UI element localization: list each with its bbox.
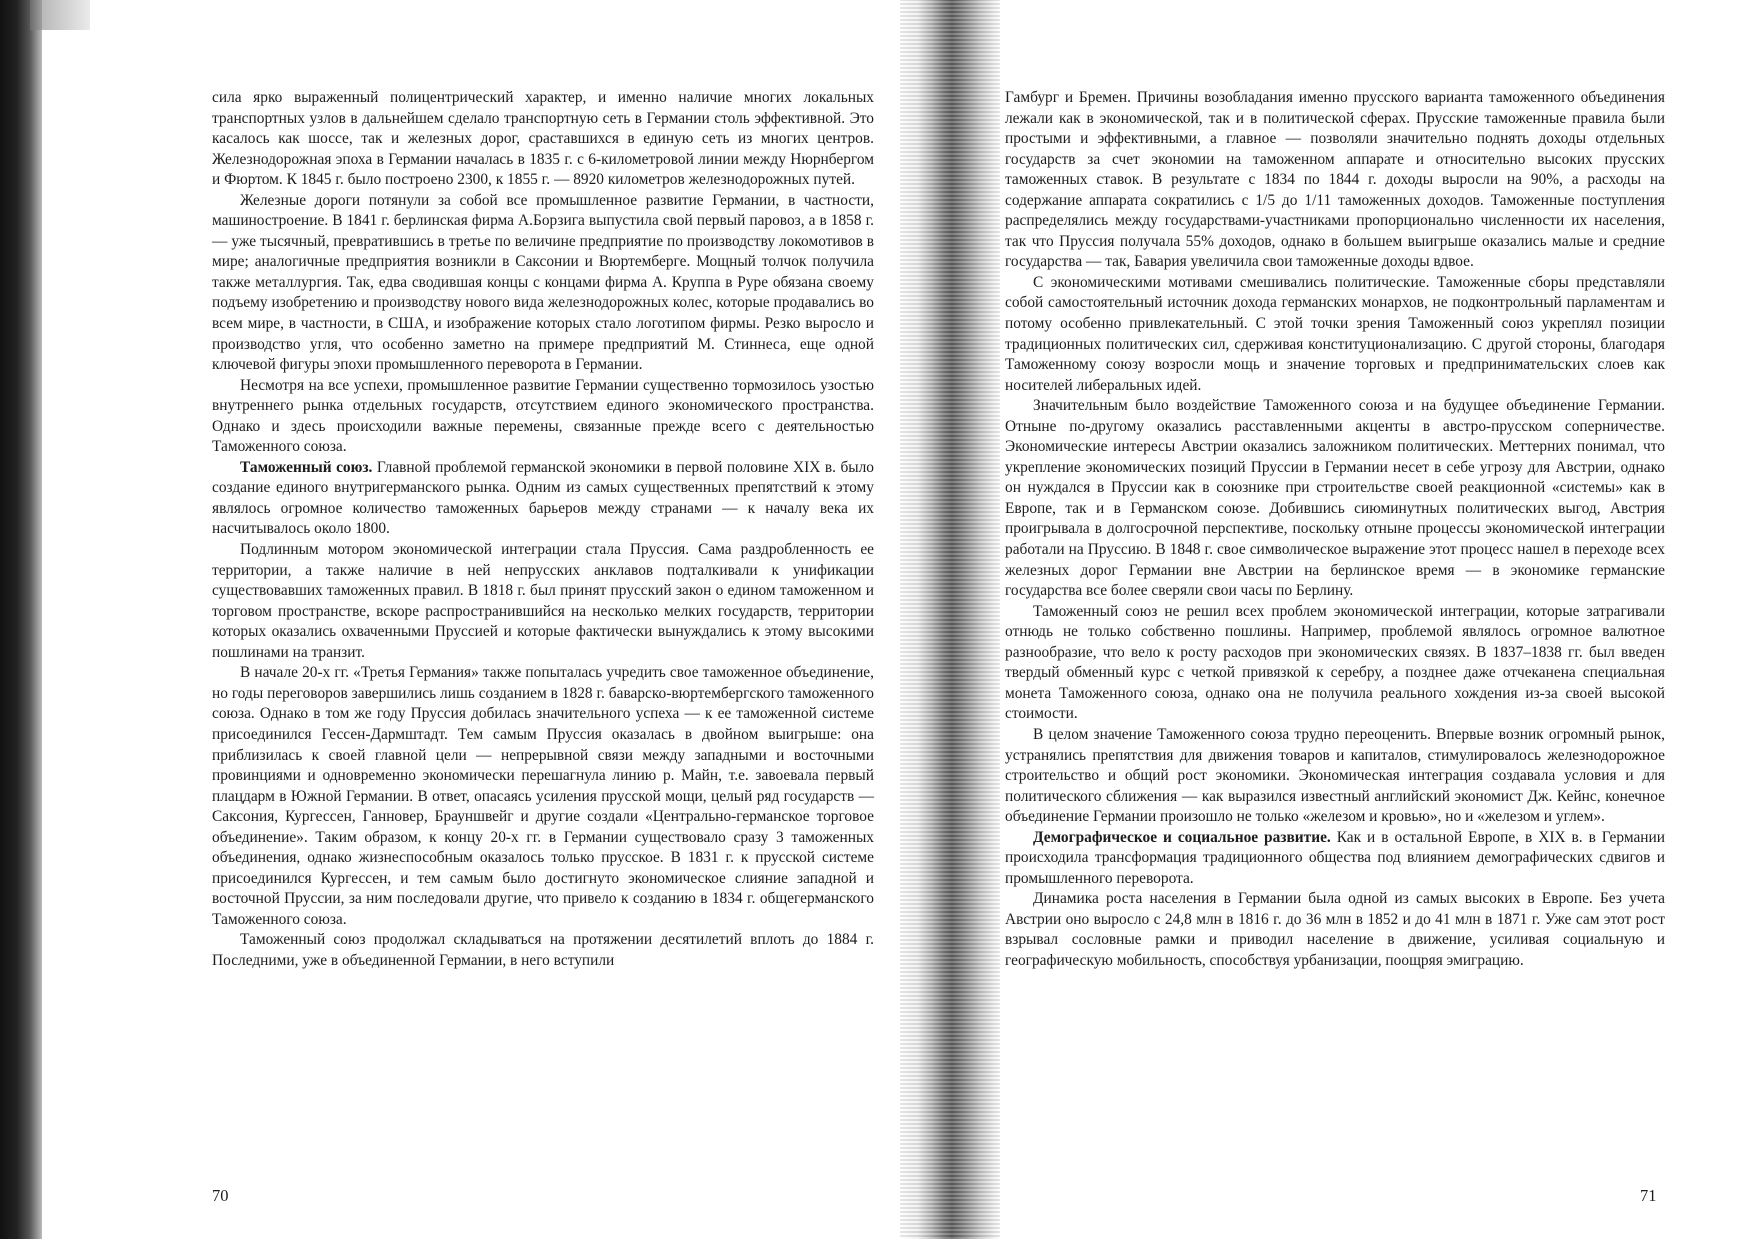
paragraph: сила ярко выраженный полицентрический характер, и именно наличие многих локальных транспортных узлов в дальнейшем сделало транспортную сеть в Германии столь эффективной. Это касалось как шоссе, так и железных дорог, сраставшихся в единую сеть из многих центров. Железнодорожная эпоха в Германии началась в 1835 г. с 6-километровой линии между Нюрнбергом и Фюртом. К 1845 г. было построено 2300, к 1855 г. — 8920 километров железнодорожных путей.	[212, 89, 874, 189]
paragraph: Несмотря на все успехи, промышленное развитие Германии существенно тормозилось узостью внутреннего рынка отдельных государств, отсутствием единого экономического пространства. Однако и здесь происходили важные перемены, связанные прежде всего с деятельностью Таможенного союза.	[212, 376, 874, 456]
paragraph: Таможенный союз продолжал складываться на протяжении десятилетий вплоть до 1884 г. Последними, уже в объединенной Германии, в него вступили	[212, 931, 874, 969]
page-number-right: 71	[1640, 1186, 1657, 1205]
paragraph: Значительным было воздействие Таможенного союза и на будущее объединение Германии. Отныне по-другому оказались расставленными акценты в австро-прусском соперничестве. Экономические интересы Австрии оказались заложником политических. Меттерних понимал, что укрепление экономических позиций Пруссии в Германии несет в себе угрозу для Австрии, однако он нуждался в Пруссии как в союзнике при строительстве своей реакционной «системы» как в Европе, так и в Германском союзе. Добившись сиюминутных политических выгод, Австрия проигрывала в долгосрочной перспективе, поскольку отныне процессы экономической интеграции работали на Пруссию. В 1848 г. свое символическое выражение этот процесс нашел в переходе всех железных дорог Германии вне Австрии на берлинское время — в экономике германские государства все более сверяли свои часы по Берлину.	[1005, 397, 1665, 600]
left-page-text	[212, 88, 874, 972]
run-in-heading: Демографическое и социальное развитие.	[1033, 828, 1331, 846]
paragraph: Динамика роста населения в Германии была одной из самых высоких в Европе. Без учета Австрии оно выросло с 24,8 млн в 1816 г. до 36 млн в 1852 и до 41 млн в 1871 г. Уже сам этот рост взрывал сословные рамки и приводил население в движение, усиливая социальную и географическую мобильность, способствуя урбанизации, поощряя эмиграцию.	[1005, 890, 1665, 969]
page-number-left: 70	[212, 1186, 229, 1205]
paragraph: Таможенный союз не решил всех проблем экономической интеграции, которые затрагивали отнюдь не только собственно пошлины. Например, проблемой являлось огромное валютное разнообразие, что вело к росту расходов при экономических связях. В 1837–1838 гг. был введен твердый обменный курс с четкой привязкой к серебру, а позднее даже отчеканена специальная монета Таможенного союза, однако она не получила реального хождения из-за своей высокой стоимости.	[1005, 602, 1665, 723]
book-gutter-shadow	[900, 0, 1000, 1239]
paragraph: Железные дороги потянули за собой все промышленное развитие Германии, в частности, машиностроение. В 1841 г. берлинская фирма А.Борзига выпустила свой первый паровоз, а в 1858 г. — уже тысячный, превратившись в третье по величине предприятие по производству локомотивов в мире; аналогичные предприятия возникли в Саксонии и Вюртемберге. Мощный толчок получила также металлургия. Так, едва сводившая концы с концами фирма А. Круппа в Руре обязана своему подъему изобретению и производству нового вида железнодорожных колес, которые продавались во всем мире, в частности, в США, и изображение которых стало логотипом фирмы. Резко выросло и производство угля, что особенно заметно на примере предприятий М. Стиннеса, еще одной ключевой фигуры эпохи промышленного переворота в Германии.	[212, 191, 874, 374]
paragraph: Подлинным мотором экономической интеграции стала Пруссия. Сама раздробленность ее территории, а также наличие в ней непрусских анклавов подталкивали к унификации существовавших таможенных правил. В 1818 г. был принят прусский закон о едином таможенном и торговом пространстве, вскоре распространившийся на несколько мелких государств, территории которых оказались охваченными Пруссией и которые фактически вынуждались к этому высокими пошлинами на транзит.	[212, 541, 874, 661]
paragraph: С экономическими мотивами смешивались политические. Таможенные сборы представляли собой самостоятельный источник дохода германских монархов, не подконтрольный парламентам и потому особенно привлекательный. С этой точки зрения Таможенный союз укреплял позиции традиционных политических сил, сдерживая конституционализацию. С другой стороны, благодаря Таможенному союзу возросли мощь и значение торговых и предпринимательских слоев как носителей либеральных идей.	[1005, 273, 1665, 394]
paragraph: Гамбург и Бремен. Причины возобладания именно прусского варианта таможенного объединения лежали как в экономической, так и в политической сферах. Прусские таможенные правила были простыми и эффективными, а главное — позволяли значительно поднять доходы отдельных государств за счет экономии на таможенном аппарате и относительно высоких прусских таможенных ставок. В результате с 1834 по 1844 г. доходы выросли на 90%, а расходы на содержание аппарата сократились с 1/5 до 1/11 таможенных доходов. Таможенные поступления распределялись между государствами-участниками пропорционально численности их населения, так что Пруссия получала 55% доходов, однако в большем выигрыше оказались малые и средние государства — так, Бавария увеличила свои таможенные доходы вдвое.	[1005, 89, 1665, 271]
scan-corner-shadow	[30, 0, 90, 30]
section-heading-paragraph: Таможенный союз. Главной проблемой германской экономики в первой половине XIX в. было создание единого внутригерманского рынка. Одним из самых существенных препятствий к этому являлось огромное количество таможенных барьеров между странами — к началу века их насчитывалось около 1800.	[212, 458, 875, 538]
run-in-heading: Таможенный союз.	[240, 458, 373, 476]
paragraph: В начале 20-х гг. «Третья Германия» также попыталась учредить свое таможенное объединение, но годы переговоров завершились лишь созданием в 1828 г. баварско-вюртембергского таможенного союза. Однако в том же году Пруссия добилась значительного успеха — к ее таможенной системе присоединился Гессен-Дармштадт. Тем самым Пруссия оказалась в двойном выигрыше: она приблизилась к своей главной цели — непрерывной связи между западными и восточными провинциями и одновременно экономически перешагнула линию р. Майн, т.е. завоевала первый плацдарм в Южной Германии. В ответ, опасаясь усиления прусской мощи, целый ряд государств — Саксония, Кургессен, Ганновер, Брауншвейг и другие создали «Центрально-германское торговое объединение». Таким образом, к концу 20-х гг. в Германии существовало сразу 3 таможенных объединения, однако жизнеспособным оказалось только прусское. В 1831 г. к прусской системе присоединился Кургессен, и тем самым было достигнуто экономическое слияние западной и восточной Пруссии, за ним последовали другие, что привело к созданию в 1834 г. общегерманского Таможенного союза.	[212, 664, 874, 928]
paragraph: В целом значение Таможенного союза трудно переоценить. Впервые возник огромный рынок, устранялись препятствия для движения товаров и капиталов, стимулировалось железнодорожное строительство и общий рост экономики. Экономическая интеграция создавала условия и для политического сближения — как выразился известный английский экономист Дж. Кейнс, конечное объединение Германии произошло не только «железом и кровью», но и «железом и углем».	[1005, 725, 1665, 826]
right-page-text	[1005, 88, 1665, 972]
section-heading-paragraph: Демографическое и социальное развитие. Как и в остальной Европе, в XIX в. в Германии происходила трансформация традиционного общества под влиянием демографических сдвигов и промышленного переворота.	[1005, 828, 1665, 887]
scan-left-edge-shadow	[0, 0, 42, 1239]
